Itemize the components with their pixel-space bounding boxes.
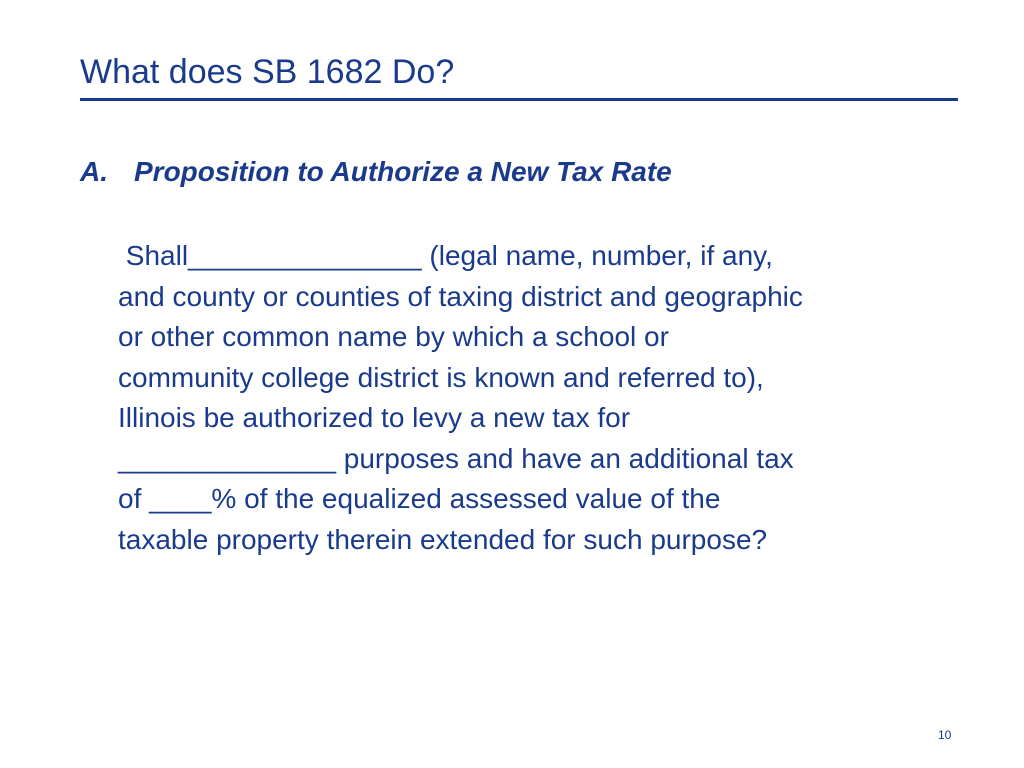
section-heading-text: Proposition to Authorize a New Tax Rate	[134, 156, 672, 187]
ballot-line: community college district is known and referred to),	[118, 361, 764, 393]
section-heading	[80, 155, 672, 189]
ballot-question-text	[118, 236, 968, 560]
ballot-line: ______________ purposes and have an additional tax	[118, 442, 794, 474]
ballot-line: and county or counties of taxing district and geographic	[118, 280, 803, 312]
ballot-line: of ____% of the equalized assessed value of the	[118, 483, 721, 514]
page-number: 10	[938, 728, 952, 742]
title-underline	[80, 98, 958, 101]
ballot-line: Shall_______________ (legal name, number, if any,	[118, 240, 773, 271]
slide-title: What does SB 1682 Do?	[80, 53, 455, 91]
ballot-line: or other common name by which a school or	[118, 321, 669, 352]
ballot-line: Illinois be authorized to levy a new tax for	[118, 402, 631, 433]
section-marker: A.	[80, 156, 108, 187]
ballot-line: taxable property therein extended for such purpose?	[118, 523, 768, 555]
